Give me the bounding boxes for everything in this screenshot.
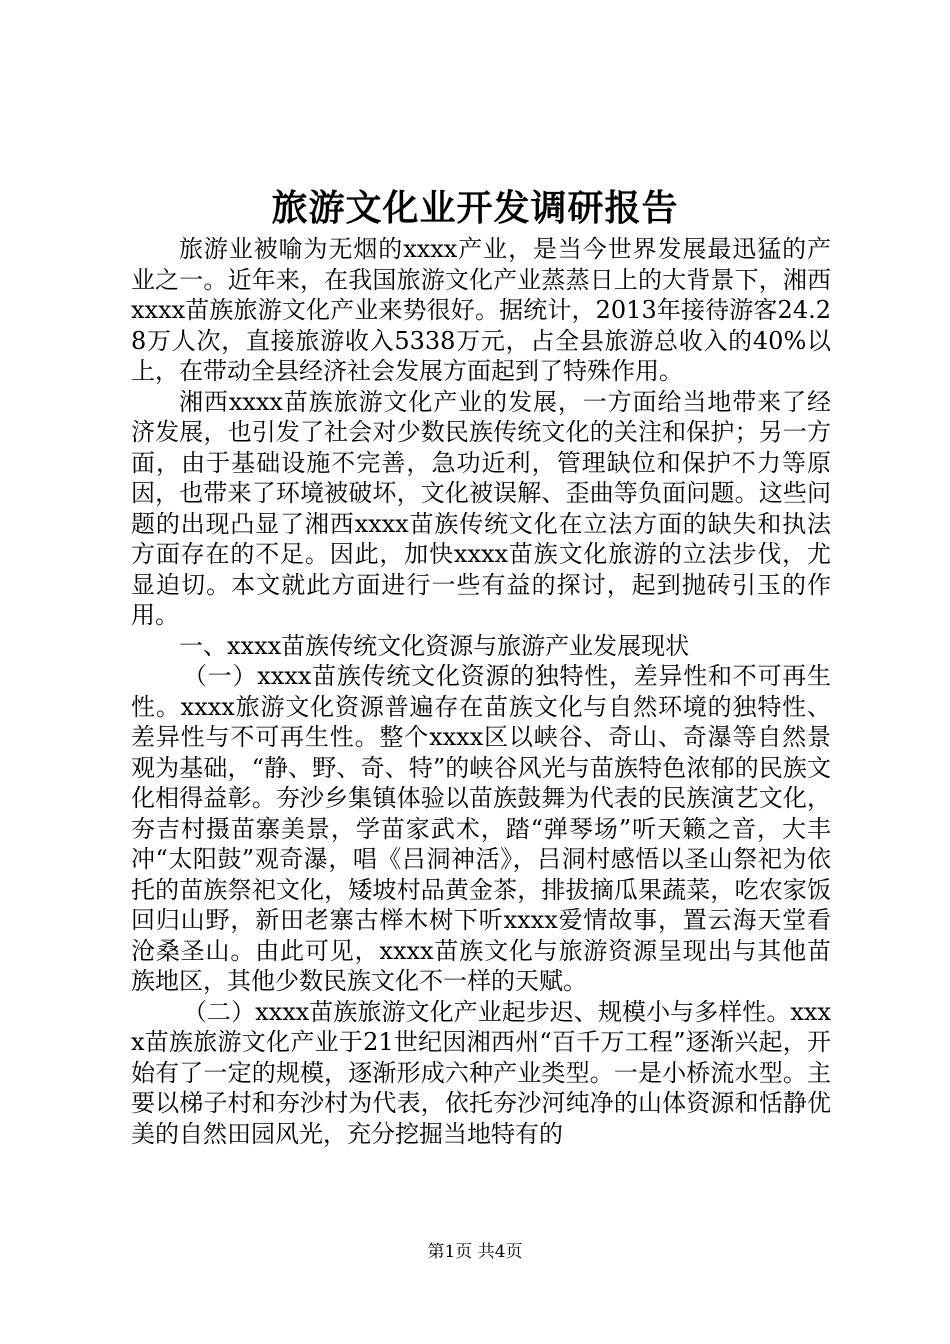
- paragraph-development: 湘西xxxx苗族旅游文化产业的发展，一方面给当地带来了经济发展，也引发了社会对少数民族传统文化的关注和保护；另一方面，由于基础设施不完善，急功近利，管理缺位和保护不力等原因，也带来了环境被破坏，文化被误解、歪曲等负面问题。这些问题的出现凸显了湘西xxxx苗族传统文化在立法方面的缺失和执法方面存在的不足。因此，加快xxxx苗族文化旅游的立法步伐，尤显迫切。本文就此方面进行一些有益的探讨，起到抛砖引玉的作用。: [131, 387, 831, 629]
- document-body: [131, 234, 831, 1149]
- paragraph-resources: （一）xxxx苗族传统文化资源的独特性，差异性和不可再生性。xxxx旅游文化资源普遍存在苗族文化与自然环境的独特性、差异性与不可再生性。整个xxxx区以峡谷、奇山、奇瀑等自然景观为基础，“静、野、奇、特”的峡谷风光与苗族特色浓郁的民族文化相得益彰。夯沙乡集镇体验以苗族鼓舞为代表的民族演艺文化，夯吉村摄苗寨美景，学苗家武术，踏“弹琴场”听天籁之音，大丰冲“太阳鼓”观奇瀑，唱《吕洞神活》，吕洞村感悟以圣山祭祀为依托的苗族祭祀文化，矮坡村品黄金茶，排拔摘瓜果蔬菜，吃农家饭回归山野，新田老寨古榉木树下听xxxx爱情故事，置云海天堂看沧桑圣山。由此可见，xxxx苗族文化与旅游资源呈现出与其他苗族地区，其他少数民族文化不一样的天赋。: [131, 662, 831, 995]
- paragraph-industry: （二）xxxx苗族旅游文化产业起步迟、规模小与多样性。xxxx苗族旅游文化产业于21世纪因湘西州“百千万工程”逐渐兴起，开始有了一定的规模，逐渐形成六种产业类型。一是小桥流水型。主要以梯子村和夯沙村为代表，依托夯沙河纯净的山体资源和恬静优美的自然田园风光，充分挖掘当地特有的: [131, 997, 831, 1148]
- paragraph-intro: 旅游业被喻为无烟的xxxx产业，是当今世界发展最迅猛的产业之一。近年来，在我国旅游文化产业蒸蒸日上的大背景下，湘西xxxx苗族旅游文化产业来势很好。据统计，2013年接待游客24.28万人次，直接旅游收入5338万元，占全县旅游总收入的40%以上，在带动全县经济社会发展方面起到了特殊作用。: [131, 235, 831, 385]
- page-footer: 第1页 共4页: [427, 1242, 523, 1262]
- document-title: 旅游文化业开发调研报告: [271, 187, 679, 229]
- section-heading-1: 一、xxxx苗族传统文化资源与旅游产业发展现状: [179, 631, 690, 660]
